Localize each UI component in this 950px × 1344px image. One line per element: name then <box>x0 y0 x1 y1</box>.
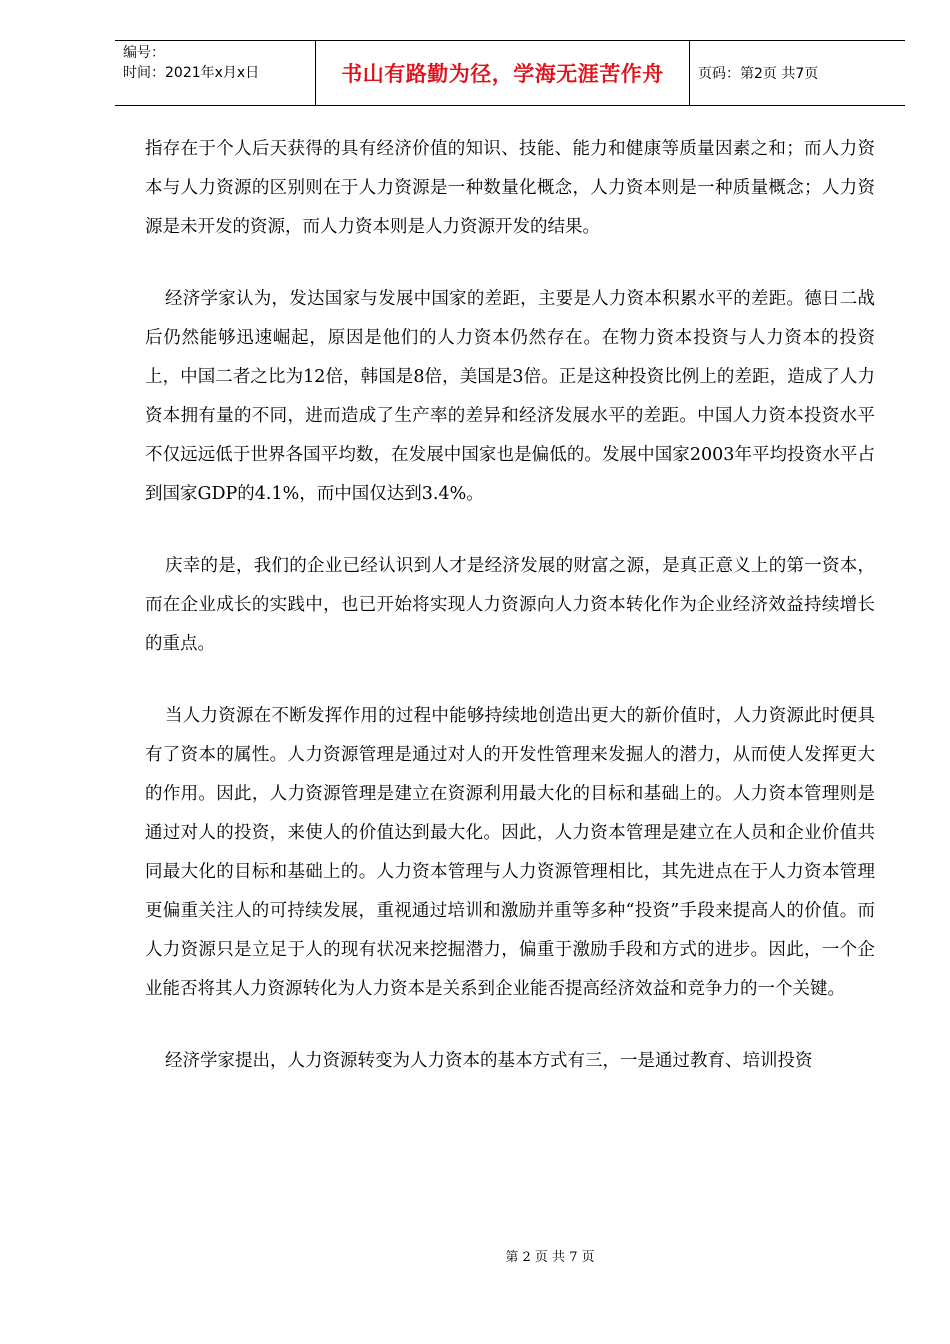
header-meta <box>115 41 316 105</box>
body-paragraph: 指存在于个人后天获得的具有经济价值的知识、技能、能力和健康等质量因素之和；而人力资本与人力资源的区别则在于人力资源是一种数量化概念，人力资本则是一种质量概念；人力资源是未开发的资源，而人力资本则是人力资源开发的结果。 <box>145 139 875 237</box>
body-paragraph: 经济学家认为，发达国家与发展中国家的差距，主要是人力资本积累水平的差距。德日二战后仍然能够迅速崛起，原因是他们的人力资本仍然存在。在物力资本投资与人力资本的投资上，中国二者之比为12倍，韩国是8倍，美国是3倍。正是这种投资比例上的差距，造成了人力资本拥有量的不同，进而造成了生产率的差异和经济发展水平的差距。中国人力资本投资水平不仅远远低于世界各国平均数，在发展中国家也是偏低的。发展中国家2003年平均投资水平占到国家GDP的4.1%，而中国仅达到3.4%。 <box>145 289 875 504</box>
header-page-info: 页码：第2页 共7页 <box>698 66 819 82</box>
document-time-label: 时间：2021年x月x日 <box>123 65 260 81</box>
document-body <box>145 130 875 1114</box>
body-paragraph: 庆幸的是，我们的企业已经认识到人才是经济发展的财富之源，是真正意义上的第一资本，而在企业成长的实践中，也已开始将实现人力资源向人力资本转化作为企业经济效益持续增长的重点。 <box>145 556 875 654</box>
document-id-label: 编号： <box>123 45 165 61</box>
page-footer: 第 2 页 共 7 页 <box>505 1250 595 1265</box>
body-paragraph: 经济学家提出，人力资源转变为人力资本的基本方式有三，一是通过教育、培训投资 <box>165 1051 813 1071</box>
header-page-info-cell <box>690 41 905 105</box>
header-motto: 书山有路勤为径，学海无涯苦作舟 <box>341 62 664 86</box>
header-motto-cell <box>316 41 690 105</box>
header-table <box>115 40 905 106</box>
body-paragraph: 当人力资源在不断发挥作用的过程中能够持续地创造出更大的新价值时，人力资源此时便具有了资本的属性。人力资源管理是通过对人的开发性管理来发掘人的潜力，从而使人发挥更大的作用。因此，人力资源管理是建立在资源利用最大化的目标和基础上的。人力资本管理则是通过对人的投资，来使人的价值达到最大化。因此，人力资本管理是建立在人员和企业价值共同最大化的目标和基础上的。人力资本管理与人力资源管理相比，其先进点在于人力资本管理更偏重关注人的可持续发展，重视通过培训和激励并重等多种“投资”手段来提高人的价值。而人力资源只是立足于人的现有状况来挖掘潜力，偏重于激励手段和方式的进步。因此，一个企业能否将其人力资源转化为人力资本是关系到企业能否提高经济效益和竞争力的一个关键。 <box>145 706 875 999</box>
